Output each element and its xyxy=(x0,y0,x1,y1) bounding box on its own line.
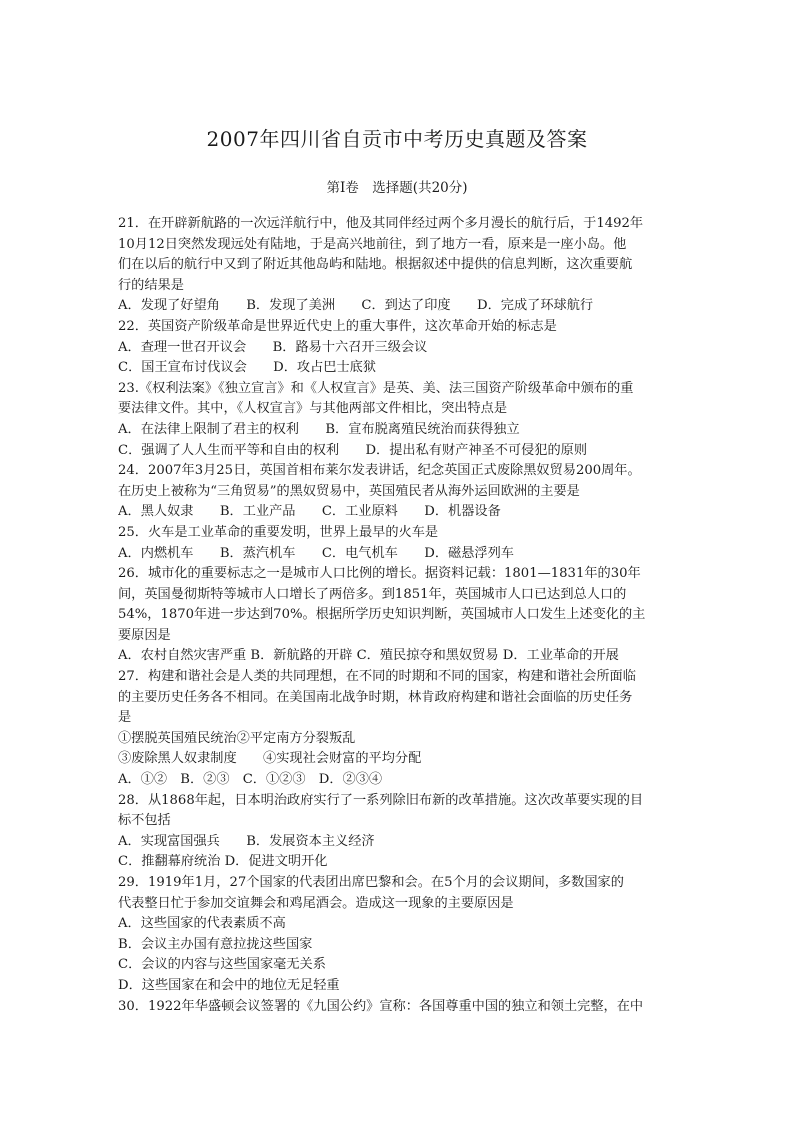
text-line: 22．英国资产阶级革命是世界近代史上的重大事件，这次革命开始的标志是 xyxy=(118,318,557,334)
text-line: C．强调了人人生而平等和自由的权利 D．提出私有财产神圣不可侵犯的原则 xyxy=(118,442,588,458)
text-line: C．推翻幕府统治 D．促进文明开化 xyxy=(118,854,328,870)
text-line: A．查理一世召开议会 B．路易十六召开三级会议 xyxy=(118,339,428,355)
text-line: A．①② B．②③ C．①②③ D．②③④ xyxy=(118,772,383,788)
text-line: 54%，1870年进一步达到70%。根据所学历史知识判断，英国城市人口发生上述变化的主 xyxy=(118,607,646,623)
text-line: 29．1919年1月，27个国家的代表团出席巴黎和会。在5个月的会议期间，多数国家的 xyxy=(118,875,624,890)
text-line: D．这些国家在和会中的地位无足轻重 xyxy=(118,977,340,993)
text-line: 是 xyxy=(118,710,132,726)
text-line: A．农村自然灾害严重 B．新航路的开辟 C．殖民掠夺和黑奴贸易 D．工业革命的开展 xyxy=(118,648,619,664)
text-line: A．内燃机车 B．蒸汽机车 C．电气机车 D．磁悬浮列车 xyxy=(118,545,514,561)
text-line: A．实现富国强兵 B．发展资本主义经济 xyxy=(118,833,375,849)
text-line: C．国王宣布讨伐议会 D．攻占巴士底狱 xyxy=(118,360,377,376)
text-line: ③废除黑人奴隶制度 ④实现社会财富的平均分配 xyxy=(118,751,422,767)
text-line: A．黑人奴隶 B．工业产品 C．工业原料 D．机器设备 xyxy=(118,504,501,520)
text-line: 21．在开辟新航路的一次远洋航行中，他及其同伴经过两个多月漫长的航行后，于1492年 xyxy=(118,216,644,231)
text-line: A．发现了好望角 B．发现了美洲 C．到达了印度 D．完成了环球航行 xyxy=(118,298,594,314)
text-line: 23.《权利法案》《独立宣言》和《人权宣言》是英、美、法三国资产阶级革命中颁布的重 xyxy=(118,380,634,396)
text-line: 间，英国曼彻斯特等城市人口增长了两倍多。到1851年，英国城市人口已达到总人口的 xyxy=(118,586,627,602)
text-line: 行的结果是 xyxy=(118,277,184,293)
document-title: 2007年四川省自贡市中考历史真题及答案 xyxy=(206,127,588,151)
text-line: A．在法律上限制了君主的权利 B．宣布脱离殖民统治而获得独立 xyxy=(118,421,520,437)
text-line: 标不包括 xyxy=(118,813,171,829)
text-line: 26．城市化的重要标志之一是城市人口比例的增长。据资料记载：1801—1831年的30年 xyxy=(118,566,641,582)
text-line: 要法律文件。其中，《人权宣言》与其他两部文件相比，突出特点是 xyxy=(118,401,508,417)
text-line: 要原因是 xyxy=(118,627,171,643)
text-line: 们在以后的航行中又到了附近其他岛屿和陆地。根据叙述中提供的信息判断，这次重要航 xyxy=(118,257,633,273)
question-body xyxy=(118,214,678,1017)
text-line: 10月12日突然发现远处有陆地，于是高兴地前往，到了地方一看，原来是一座小岛。他 xyxy=(118,236,627,252)
text-line: 28．从1868年起，日本明治政府实行了一系列除旧布新的改革措施。这次改革要实现的目 xyxy=(118,792,644,808)
text-line: 代表整日忙于参加交谊舞会和鸡尾酒会。造成这一现象的主要原因是 xyxy=(118,895,514,911)
section-heading: 第Ⅰ卷 选择题(共20分) xyxy=(326,180,468,196)
text-line: A．这些国家的代表素质不高 xyxy=(118,916,286,932)
text-line: 24．2007年3月25日，英国首相布莱尔发表讲话，纪念英国正式废除黑奴贸易200周年。 xyxy=(118,463,641,479)
text-line: 30．1922年华盛顿会议签署的《九国公约》宣称：各国尊重中国的独立和领土完整，在中 xyxy=(118,998,644,1014)
text-line: 25．火车是工业革命的重要发明，世界上最早的火车是 xyxy=(118,524,439,540)
text-line: B．会议主办国有意拉拢这些国家 xyxy=(118,936,313,952)
text-line: 27．构建和谐社会是人类的共同理想，在不同的时期和不同的国家，构建和谐社会所面临 xyxy=(118,669,636,685)
text-line: 在历史上被称为“三角贸易”的黑奴贸易中，英国殖民者从海外运回欧洲的主要是 xyxy=(118,483,580,499)
text-line: ①摆脱英国殖民统治②平定南方分裂叛乱 xyxy=(118,730,356,746)
text-line: C．会议的内容与这些国家毫无关系 xyxy=(118,957,326,973)
text-line: 的主要历史任务各不相同。在美国南北战争时期，林肯政府构建和谐社会面临的历史任务 xyxy=(118,689,633,705)
